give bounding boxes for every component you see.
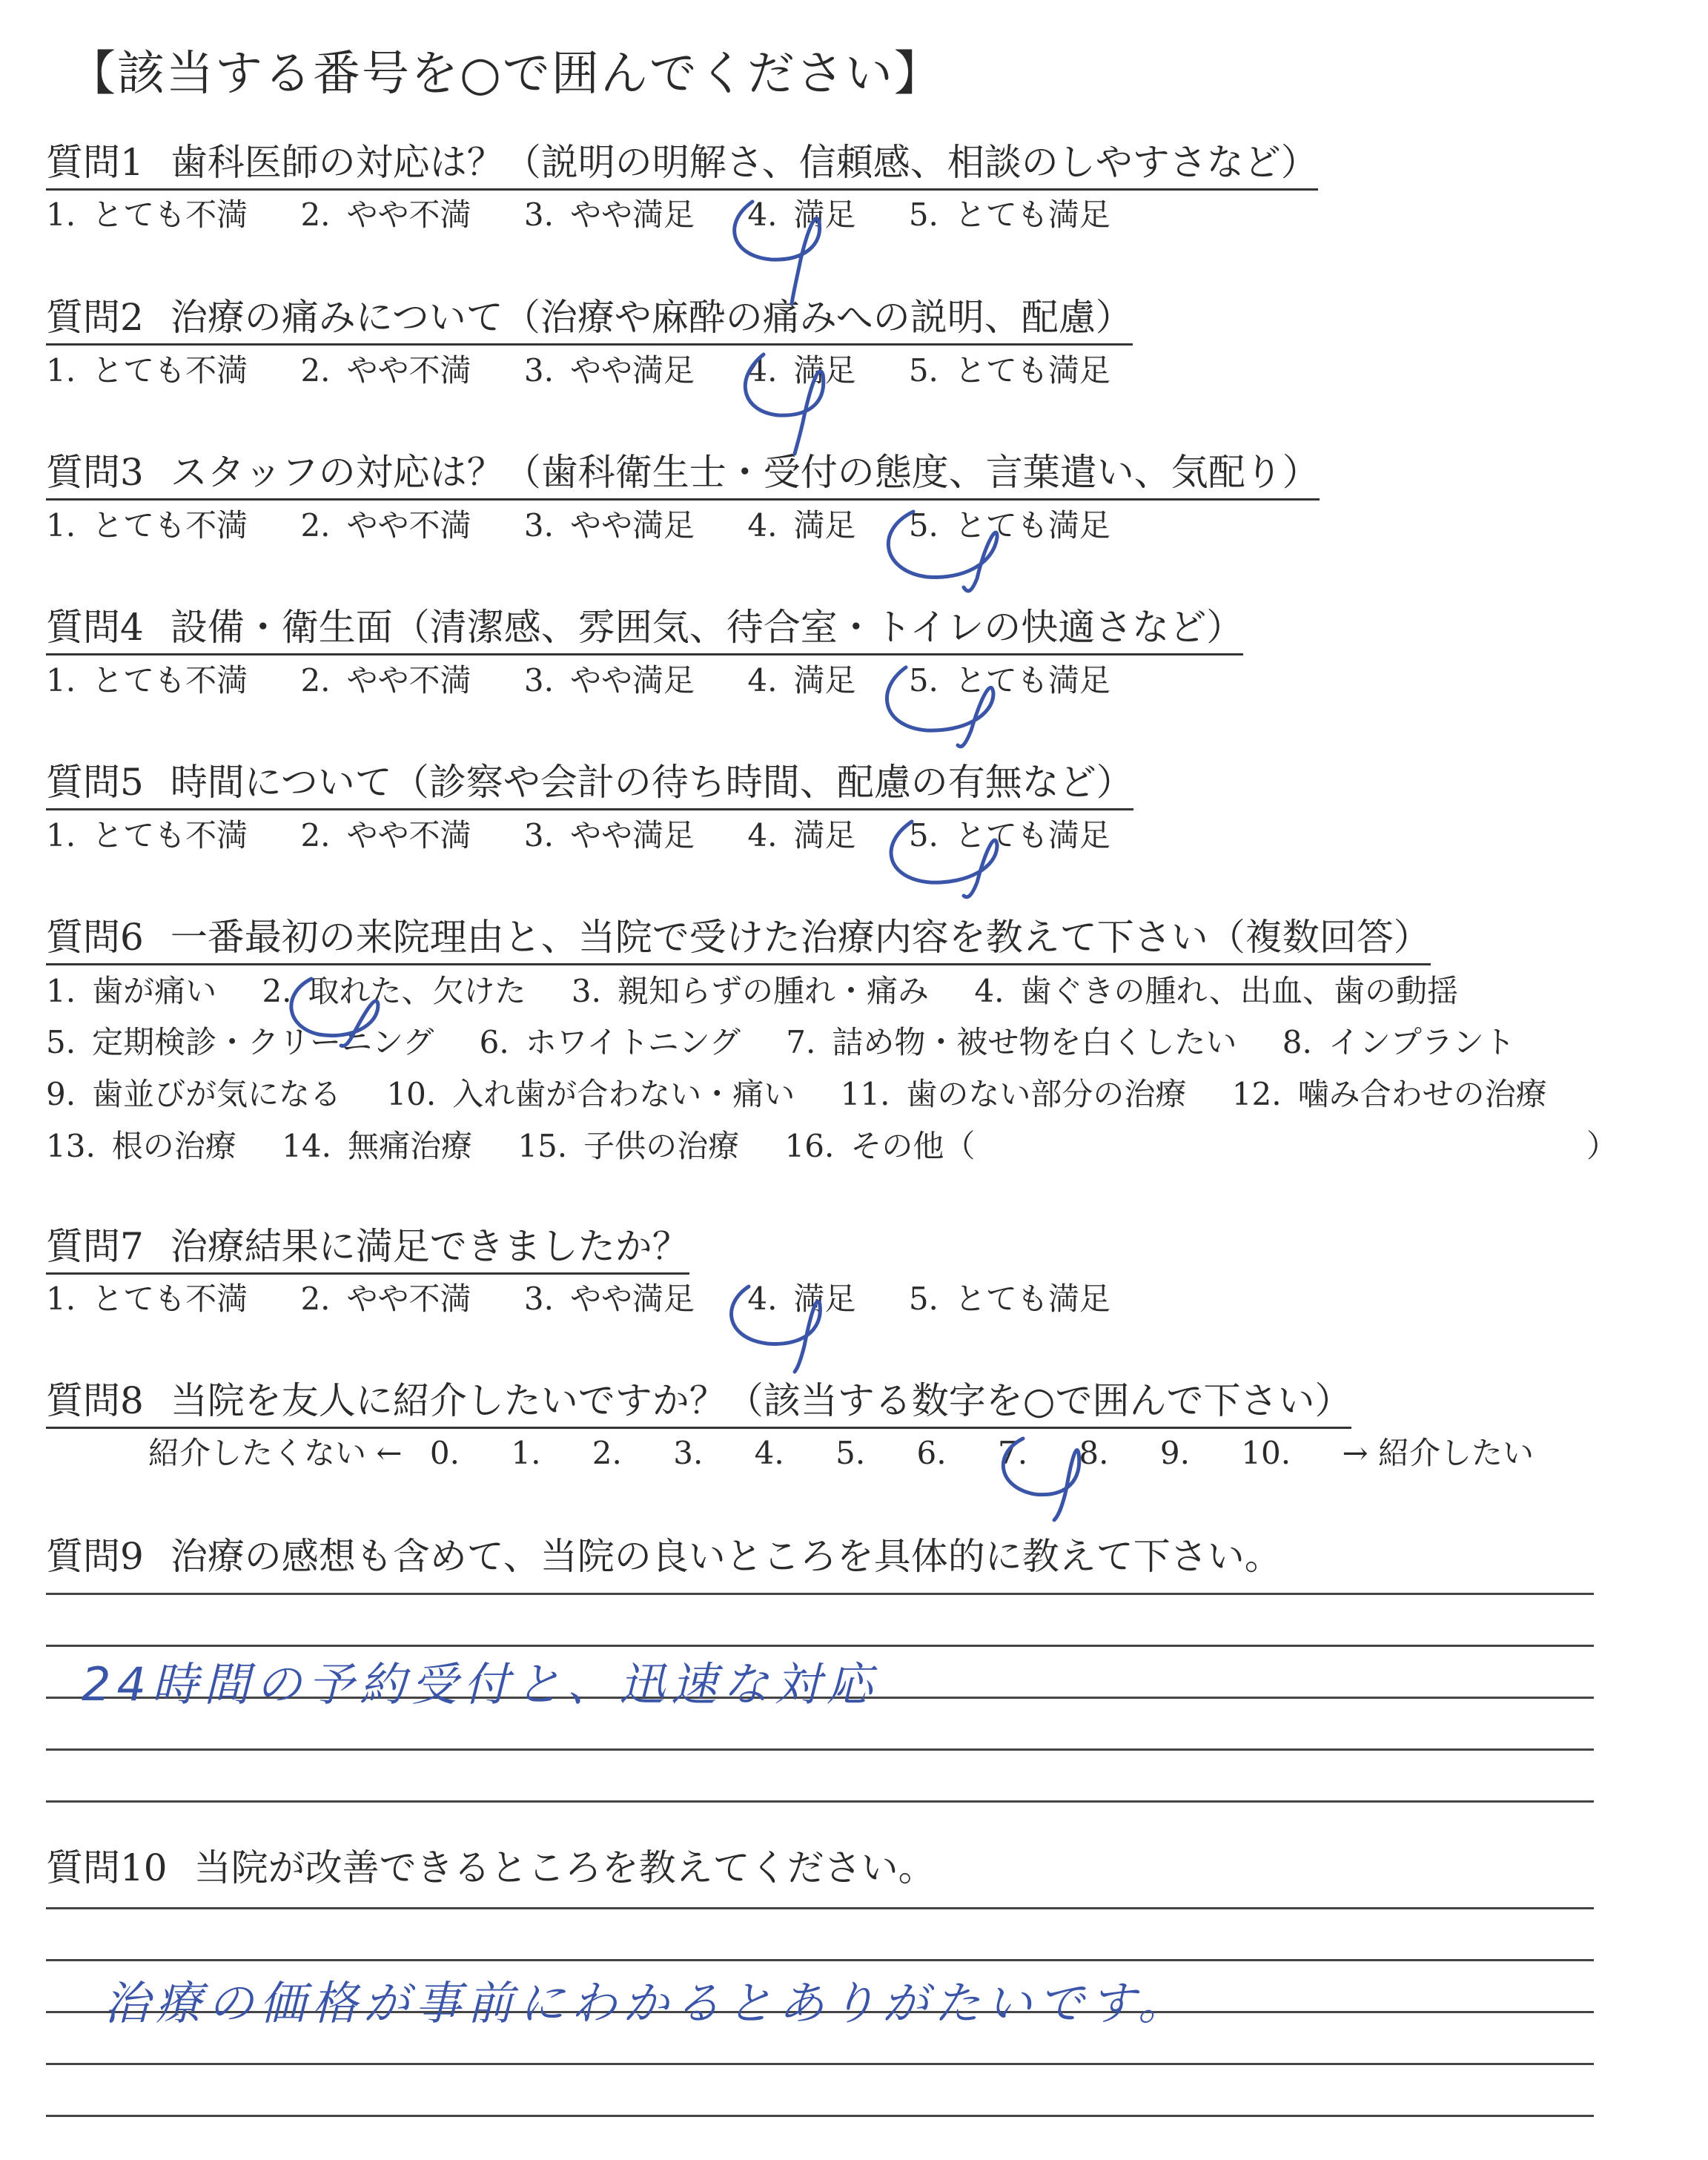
instruction-heading: 【該当する番号を○で囲んでください】 xyxy=(68,47,943,102)
answer-line xyxy=(46,1645,1594,1647)
question-text: 設備・衛生面（清潔感、雰囲気、待合室・トイレの快適さなど） xyxy=(170,606,1244,649)
scale-3[interactable]: 3. xyxy=(673,1435,704,1471)
option-12[interactable]: 12. 噛み合わせの治療 xyxy=(1231,1076,1547,1112)
option-4[interactable]: 4. 満足 xyxy=(747,352,856,389)
option-7[interactable]: 7. 詰め物・被せ物を白くしたい xyxy=(786,1024,1237,1060)
question-number: 質問6 xyxy=(46,916,144,959)
option-4[interactable]: 4. 満足 xyxy=(747,662,856,698)
scale-1[interactable]: 1. xyxy=(511,1435,541,1471)
option-3[interactable]: 3. やや満足 xyxy=(523,196,695,233)
option-10[interactable]: 10. 入れ歯が合わない・痛い xyxy=(386,1076,795,1112)
option-5[interactable]: 5. 定期検診・クリーニング xyxy=(46,1024,434,1060)
option-3[interactable]: 3. 親知らずの腫れ・痛み xyxy=(571,973,929,1009)
option-2[interactable]: 2. やや不満 xyxy=(300,662,471,698)
option-4[interactable]: 4. 満足 xyxy=(747,196,856,233)
option-5[interactable]: 5. とても満足 xyxy=(908,196,1110,233)
option-1[interactable]: 1. とても不満 xyxy=(46,662,248,698)
question-text: スタッフの対応は？（歯科衛生士・受付の態度、言葉遣い、気配り） xyxy=(170,451,1320,494)
question-6-row-3 xyxy=(46,1074,1583,1115)
answer-line xyxy=(46,2063,1594,2065)
option-4[interactable]: 4. 満足 xyxy=(747,507,856,544)
option-1[interactable]: 1. とても不満 xyxy=(46,817,248,853)
scale-0[interactable]: 0. xyxy=(429,1435,460,1471)
scale-2[interactable]: 2. xyxy=(592,1435,622,1471)
option-1[interactable]: 1. 歯が痛い xyxy=(46,973,217,1009)
question-text: 当院が改善できるところを教えてください。 xyxy=(193,1846,936,1889)
answer-line xyxy=(46,2115,1594,2117)
question-number: 質問8 xyxy=(46,1379,144,1422)
option-4[interactable]: 4. 満足 xyxy=(747,1281,856,1317)
scale-5[interactable]: 5. xyxy=(835,1435,866,1471)
scale-9[interactable]: 9. xyxy=(1159,1435,1190,1471)
option-4[interactable]: 4. 歯ぐきの腫れ、出血、歯の動揺 xyxy=(974,973,1458,1009)
option-1[interactable]: 1. とても不満 xyxy=(46,507,248,544)
handwritten-answer-9[interactable]: 24時間の予約受付と、迅速な対応 xyxy=(82,1657,878,1711)
answer-line xyxy=(46,1748,1594,1751)
question-text: 治療の痛みについて（治療や麻酔の痛みへの説明、配慮） xyxy=(170,296,1133,339)
question-8-scale xyxy=(148,1433,1552,1474)
option-16[interactable]: 16. その他（ xyxy=(784,1128,976,1164)
question-6-row-2 xyxy=(46,1022,1551,1063)
question-3-title xyxy=(46,449,1320,501)
option-14[interactable]: 14. 無痛治療 xyxy=(282,1128,472,1164)
answer-line xyxy=(46,1800,1594,1803)
scale-8[interactable]: 8. xyxy=(1079,1435,1109,1471)
scale-4[interactable]: 4. xyxy=(754,1435,784,1471)
option-2[interactable]: 2. やや不満 xyxy=(300,817,471,853)
option-3[interactable]: 3. やや満足 xyxy=(523,1281,695,1317)
question-1-options xyxy=(46,194,1153,236)
option-3[interactable]: 3. やや満足 xyxy=(523,662,695,698)
question-text: 当院を友人に紹介したいですか？（該当する数字を○で囲んで下さい） xyxy=(170,1379,1352,1422)
question-number: 質問1 xyxy=(46,141,144,184)
option-2[interactable]: 2. やや不満 xyxy=(300,1281,471,1317)
answer-line xyxy=(46,1593,1594,1595)
option-3[interactable]: 3. やや満足 xyxy=(523,817,695,853)
option-5[interactable]: 5. とても満足 xyxy=(908,507,1110,544)
option-5[interactable]: 5. とても満足 xyxy=(908,662,1110,698)
question-number: 質問9 xyxy=(46,1535,144,1578)
question-number: 質問3 xyxy=(46,451,144,494)
question-7-options xyxy=(46,1278,1153,1320)
question-number: 質問5 xyxy=(46,761,144,804)
question-text: 治療結果に満足できましたか？ xyxy=(170,1225,689,1268)
handwritten-answer-10[interactable]: 治療の価格が事前にわかるとありがたいです。 xyxy=(104,1976,1191,2030)
question-4-title xyxy=(46,604,1243,655)
question-4-options xyxy=(46,660,1153,701)
question-number: 質問4 xyxy=(46,606,144,649)
question-8-title xyxy=(46,1378,1351,1429)
scale-left-label: 紹介したくない ← xyxy=(148,1435,403,1471)
option-2[interactable]: 2. 取れた、欠けた xyxy=(262,973,526,1009)
scale-right-label: → 紹介したい xyxy=(1342,1435,1534,1471)
question-9-title xyxy=(46,1533,1282,1582)
question-3-options xyxy=(46,505,1153,546)
answer-line xyxy=(46,1907,1594,1909)
option-9[interactable]: 9. 歯並びが気になる xyxy=(46,1076,342,1112)
option-5[interactable]: 5. とても満足 xyxy=(908,352,1110,389)
question-6-title xyxy=(46,914,1431,965)
question-number: 質問7 xyxy=(46,1225,144,1268)
question-text: 時間について（診察や会計の待ち時間、配慮の有無など） xyxy=(170,761,1133,804)
option-11[interactable]: 11. 歯のない部分の治療 xyxy=(840,1076,1187,1112)
option-3[interactable]: 3. やや満足 xyxy=(523,352,695,389)
option-4[interactable]: 4. 満足 xyxy=(747,817,856,853)
scale-10[interactable]: 10. xyxy=(1241,1435,1291,1471)
option-15[interactable]: 15. 子供の治療 xyxy=(517,1128,740,1164)
option-1[interactable]: 1. とても不満 xyxy=(46,352,248,389)
question-5-options xyxy=(46,815,1153,856)
question-1-title xyxy=(46,139,1318,191)
option-13[interactable]: 13. 根の治療 xyxy=(46,1128,236,1164)
question-10-title xyxy=(46,1845,936,1894)
option-8[interactable]: 8. インプラント xyxy=(1282,1024,1515,1060)
question-7-title xyxy=(46,1223,689,1275)
scale-7[interactable]: 7. xyxy=(997,1435,1028,1471)
question-5-title xyxy=(46,759,1133,810)
question-text: 歯科医師の対応は？（説明の明解さ、信頼感、相談のしやすさなど） xyxy=(170,141,1318,184)
answer-line xyxy=(46,1959,1594,1961)
question-2-options xyxy=(46,350,1153,392)
other-close-paren: ） xyxy=(1586,1128,1618,1164)
question-6-row-4 xyxy=(46,1126,1010,1167)
option-3[interactable]: 3. やや満足 xyxy=(523,507,695,544)
option-1[interactable]: 1. とても不満 xyxy=(46,196,248,233)
option-2[interactable]: 2. やや不満 xyxy=(300,507,471,544)
option-1[interactable]: 1. とても不満 xyxy=(46,1281,248,1317)
option-5[interactable]: 5. とても満足 xyxy=(908,817,1110,853)
question-6-row-1 xyxy=(46,971,1494,1012)
question-number: 質問10 xyxy=(46,1846,168,1889)
option-5[interactable]: 5. とても満足 xyxy=(908,1281,1110,1317)
option-2[interactable]: 2. やや不満 xyxy=(300,352,471,389)
question-number: 質問2 xyxy=(46,296,144,339)
option-6[interactable]: 6. ホワイトニング xyxy=(479,1024,741,1060)
question-text: 治療の感想も含めて、当院の良いところを具体的に教えて下さい。 xyxy=(170,1535,1282,1578)
question-text: 一番最初の来院理由と、当院で受けた治療内容を教えて下さい（複数回答） xyxy=(170,916,1431,959)
scale-6[interactable]: 6. xyxy=(916,1435,947,1471)
question-2-title xyxy=(46,294,1133,346)
option-2[interactable]: 2. やや不満 xyxy=(300,196,471,233)
